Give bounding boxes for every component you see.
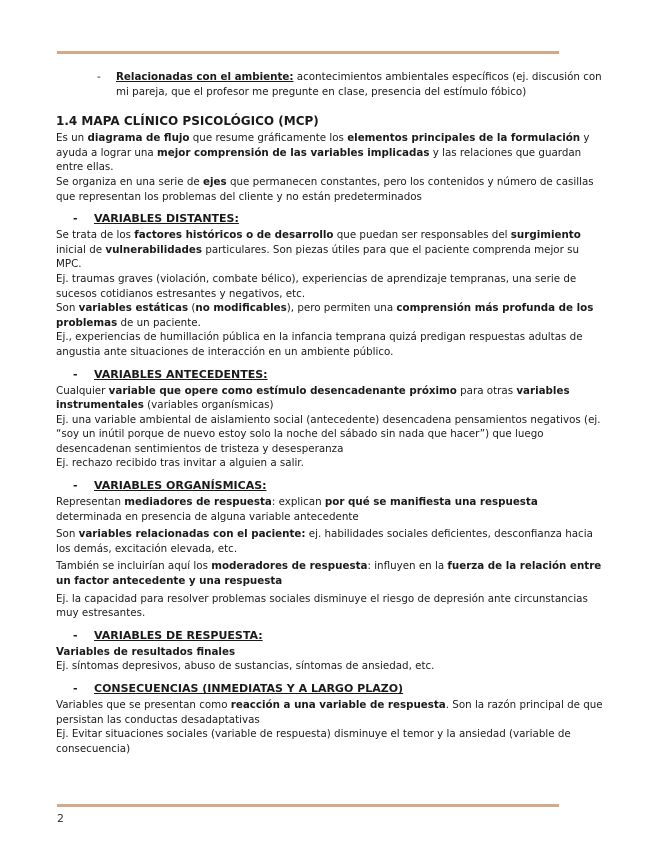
page-number: 2 <box>57 812 64 825</box>
section-title: 1.4 MAPA CLÍNICO PSICOLÓGICO (MCP) <box>56 114 319 129</box>
paragraph <box>56 228 604 272</box>
bold-text: diagrama de flujo <box>87 132 190 145</box>
text-run: Se organiza en una serie de <box>56 175 204 188</box>
text-run: que permanecen constantes, pero los contenidos y número de casillas que representan los problemas del cliente y no están predeterminados <box>56 175 594 203</box>
paragraph: Ej. rechazo recibido tras invitar a alguien a salir. <box>56 457 304 470</box>
intro-list-item <box>56 70 604 99</box>
paragraph: Ej. Evitar situaciones sociales (variable de respuesta) disminuye el temor y la ansiedad (variable de consecuencia) <box>56 728 571 755</box>
text-run: : influyen en la <box>367 560 448 573</box>
paragraph <box>56 698 604 727</box>
text-run: (variables organísmicas) <box>143 399 274 412</box>
bold-text: variable que opere como estímulo desencadenante próximo <box>108 384 457 397</box>
text-run: Se trata de los <box>56 229 135 242</box>
paragraph: Ej. una variable ambiental de aislamiento social (antecedente) desencadena pensamientos negativos (ej. “soy un inútil porque de nuevo estoy solo la noche del sábado sin nada que hacer”) que luego desencadenan sentimientos de tristeza y desesperanza <box>56 413 601 455</box>
paragraph <box>56 301 604 330</box>
text-run: Cualquier <box>56 384 109 397</box>
bold-text: mediadores de respuesta <box>124 496 272 509</box>
subheading-respuesta: - VARIABLES DE RESPUESTA: <box>73 628 263 642</box>
intro-label: Relacionadas con el ambiente: <box>116 71 294 83</box>
subheading-consecuencias: - CONSECUENCIAS (INMEDIATAS Y A LARGO PLAZO) <box>73 682 404 695</box>
bold-text: ejes <box>203 175 227 188</box>
text-run: Representan <box>56 496 125 509</box>
text-run: que puedan ser responsables del <box>333 229 511 242</box>
text-run: inicial de <box>56 243 106 256</box>
paragraph <box>56 175 604 204</box>
bold-text: mejor comprensión de las variables implicadas <box>157 146 430 159</box>
text-run: También se incluirían aquí los <box>56 560 212 573</box>
paragraph <box>56 384 604 413</box>
list-dash: - <box>97 71 101 83</box>
text-run: . Son la razón principal de que persistan las conductas desadaptativas <box>56 699 603 726</box>
text-run: de un paciente. <box>117 316 201 329</box>
bold-text: reacción a una variable de respuesta <box>230 699 446 711</box>
footer-rule <box>57 804 559 807</box>
paragraph-heading: Variables de resultados finales <box>56 645 236 658</box>
bold-text: vulnerabilidades <box>105 243 203 256</box>
paragraph <box>56 495 604 524</box>
bold-text: factores históricos o de desarrollo <box>134 229 334 242</box>
text-run: ( <box>188 302 196 315</box>
text-run: particulares. Son piezas útiles para que el paciente comprenda mejor su MPC. <box>56 243 579 271</box>
text-run: : explican <box>271 496 325 509</box>
bold-text: comprensión más profunda de los problemas <box>56 302 594 329</box>
bold-text: variables relacionadas con el paciente: <box>78 528 306 541</box>
paragraph: Ej., experiencias de humillación pública en la infancia temprana quizá predigan respuestas adultas de angustia ante situaciones de interacción en un ambiente público. <box>56 331 583 358</box>
bold-text: surgimiento <box>510 229 581 242</box>
bold-text: fuerza de la relación entre un factor antecedente y una respuesta <box>56 560 602 588</box>
text-run: Es un <box>56 132 88 145</box>
text-run: para otras <box>456 384 517 397</box>
text-run: y ayuda a lograr una <box>56 132 590 159</box>
text-run: ), pero permiten una <box>286 302 397 315</box>
subheading-organismicas: - VARIABLES ORGANÍSMICAS: <box>73 479 267 493</box>
bold-text: moderadores de respuesta <box>211 560 368 573</box>
subheading-distantes: - VARIABLES DISTANTES: <box>73 212 239 226</box>
header-rule <box>57 51 559 54</box>
bold-text: variables estáticas <box>78 302 189 315</box>
paragraph <box>56 559 604 588</box>
subheading-antecedentes: - VARIABLES ANTECEDENTES: <box>73 367 268 381</box>
bold-text: no modificables <box>195 302 287 315</box>
text-run: ej. habilidades sociales deficientes, desconfianza hacia los demás, excitación elevada, etc. <box>56 528 593 555</box>
paragraph: Ej. la capacidad para resolver problemas sociales disminuye el riesgo de depresión ante circunstancias muy estresantes. <box>56 592 588 620</box>
paragraph <box>56 527 604 556</box>
bold-text: por qué se manifiesta una respuesta <box>324 496 538 509</box>
paragraph <box>56 131 604 175</box>
text-run: Variables que se presentan como <box>56 699 231 711</box>
text-run: y las relaciones que guardan entre ellas. <box>56 146 582 174</box>
text-run: Son <box>56 302 79 315</box>
text-run: determinada en presencia de alguna variable antecedente <box>56 510 359 523</box>
paragraph: Ej. traumas graves (violación, combate bélico), experiencias de aprendizaje tempranas, una serie de sucesos cotidianos estresantes y negativos, etc. <box>56 272 577 300</box>
text-run: que resume gráficamente los <box>189 132 348 145</box>
paragraph: Ej. síntomas depresivos, abuso de sustancias, síntomas de ansiedad, etc. <box>56 660 435 673</box>
document-body <box>56 70 604 756</box>
text-run: Son <box>56 528 79 541</box>
bold-text: variables instrumentales <box>56 384 570 412</box>
bold-text: elementos principales de la formulación <box>347 132 581 145</box>
intro-text: acontecimientos ambientales específicos (ej. discusión con mi pareja, que el profesor me pregunte en clase, presencia del estímulo fóbico) <box>116 71 602 98</box>
